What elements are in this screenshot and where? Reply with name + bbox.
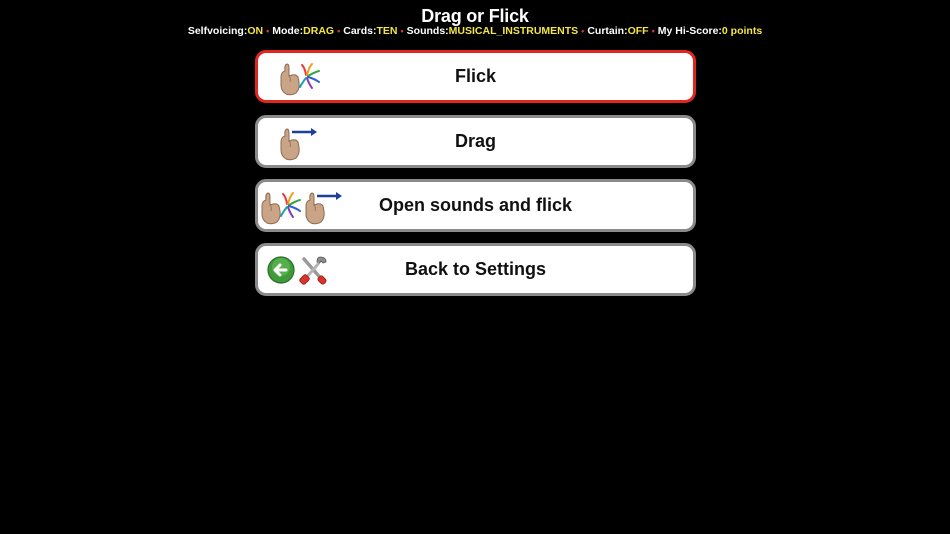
drag-button-label: Drag (454, 131, 496, 151)
status-hiscore-key: My Hi-Score: (657, 25, 722, 37)
status-hiscore-value: 0 points (721, 25, 763, 37)
drag-button[interactable] (255, 115, 696, 168)
status-separator: • (266, 26, 270, 36)
status-cards-value: TEN (376, 25, 398, 37)
status-cards-key: Cards: (343, 25, 377, 37)
status-sounds-key: Sounds: (406, 25, 449, 37)
status-selfvoicing-value: ON (247, 25, 264, 37)
status-curtain-value: OFF (627, 25, 649, 37)
status-curtain-key: Curtain: (587, 25, 628, 37)
status-mode-key: Mode: (272, 25, 304, 37)
flick-button-label: Flick (454, 66, 497, 86)
status-selfvoicing-key: Selfvoicing: (187, 25, 248, 37)
open-sounds-and-flick-button-label: Open sounds and flick (378, 195, 573, 215)
status-separator: • (400, 26, 404, 36)
status-separator: • (651, 26, 655, 36)
status-bar (0, 24, 950, 38)
status-sounds-value: MUSICAL_INSTRUMENTS (448, 25, 579, 37)
status-mode-value: DRAG (303, 25, 335, 37)
page-title: Drag or Flick (421, 6, 529, 26)
open-sounds-and-flick-button[interactable] (255, 179, 696, 232)
back-to-settings-button-label: Back to Settings (404, 259, 547, 279)
status-separator: • (581, 26, 585, 36)
flick-button[interactable] (255, 50, 696, 103)
back-to-settings-button[interactable] (255, 243, 696, 296)
status-separator: • (337, 26, 341, 36)
